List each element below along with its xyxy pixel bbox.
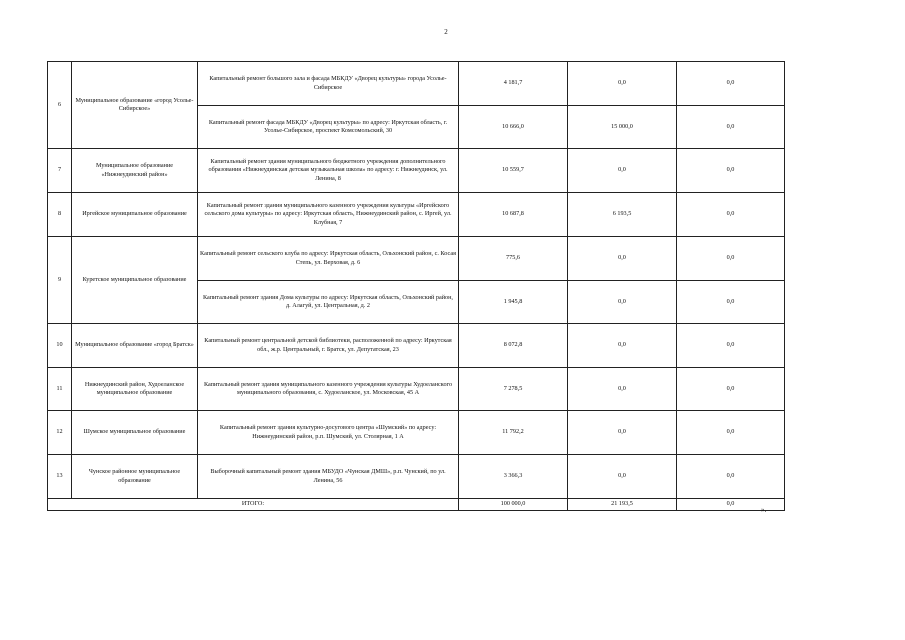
table-row: [48, 368, 785, 411]
municipality-name: Чунское районное муниципальное образование: [72, 455, 198, 499]
amount-col-1: 3 366,3: [459, 455, 568, 499]
amount-col-1: 8 072,8: [459, 324, 568, 368]
amount-col-2: 0,0: [568, 281, 677, 324]
table-row: [48, 62, 785, 106]
project-description: Капитальный ремонт здания Дома культуры по адресу: Иркутская область, Ольхонский район, д. Алагуй, ул. Центральная, д. 2: [198, 281, 459, 324]
page-number: 2: [444, 28, 448, 36]
closing-quote-mark: ».: [761, 506, 767, 514]
amount-col-2: 0,0: [568, 324, 677, 368]
table-row: [48, 324, 785, 368]
amount-col-2: 0,0: [568, 368, 677, 411]
amount-col-3: 0,0: [677, 62, 785, 106]
amount-col-2: 6 193,5: [568, 193, 677, 237]
amount-col-3: 0,0: [677, 106, 785, 149]
project-description: Капитальный ремонт здания муниципального казенного учреждения культуры Худоеланского муниципального образования, с. Худоеланское, ул. Московская, 45 А: [198, 368, 459, 411]
table-row: [48, 455, 785, 499]
amount-col-3: 0,0: [677, 281, 785, 324]
amount-col-3: 0,0: [677, 193, 785, 237]
municipality-name: Муниципальное образование «город Усолье-Сибирское»: [72, 62, 198, 149]
row-number: 9: [48, 237, 72, 324]
row-number: 7: [48, 149, 72, 193]
municipality-name: Иргейское муниципальное образование: [72, 193, 198, 237]
total-amount-3: 0,0: [677, 499, 785, 511]
funding-table: [47, 61, 785, 511]
amount-col-2: 0,0: [568, 411, 677, 455]
amount-col-1: 7 278,5: [459, 368, 568, 411]
row-number: 13: [48, 455, 72, 499]
amount-col-3: 0,0: [677, 368, 785, 411]
project-description: Капитальный ремонт большого зала и фасада МБКДУ «Дворец культуры» города Усолье-Сибирское: [198, 62, 459, 106]
row-number: 11: [48, 368, 72, 411]
total-amount-1: 100 000,0: [459, 499, 568, 511]
municipality-name: Куретское муниципальное образование: [72, 237, 198, 324]
total-label: ИТОГО:: [48, 499, 459, 511]
municipality-name: Нижнеудинский район, Худоеланское муниципальное образование: [72, 368, 198, 411]
municipality-name: Муниципальное образование «Нижнеудинский район»: [72, 149, 198, 193]
row-number: 12: [48, 411, 72, 455]
project-description: Капитальный ремонт здания муниципального бюджетного учреждения дополнительного образования «Нижнеудинская детская музыкальная школа» по адресу: г. Нижнеудинск, ул. Ленина, 8: [198, 149, 459, 193]
amount-col-3: 0,0: [677, 411, 785, 455]
amount-col-2: 0,0: [568, 62, 677, 106]
row-number: 10: [48, 324, 72, 368]
project-description: Капитальный ремонт здания муниципального казенного учреждения культуры «Иргейского сельского дома культуры» по адресу: Иркутская область, Нижнеудинский район, с. Иргей, ул. Клубная, 7: [198, 193, 459, 237]
table-row: [48, 149, 785, 193]
row-number: 8: [48, 193, 72, 237]
amount-col-3: 0,0: [677, 149, 785, 193]
amount-col-1: 4 181,7: [459, 62, 568, 106]
project-description: Выборочный капитальный ремонт здания МБУДО «Чунская ДМШ», р.п. Чунский, по ул. Ленина, 56: [198, 455, 459, 499]
amount-col-3: 0,0: [677, 455, 785, 499]
table-row: [48, 237, 785, 281]
municipality-name: Шумское муниципальное образование: [72, 411, 198, 455]
amount-col-1: 775,6: [459, 237, 568, 281]
amount-col-1: 1 945,8: [459, 281, 568, 324]
amount-col-1: 11 792,2: [459, 411, 568, 455]
row-number: 6: [48, 62, 72, 149]
amount-col-1: 10 666,0: [459, 106, 568, 149]
table-row: [48, 411, 785, 455]
total-amount-2: 21 193,5: [568, 499, 677, 511]
project-description: Капитальный ремонт центральной детской библиотеки, расположенной по адресу: Иркутская обл., ж.р. Центральный, г. Братск, ул. Депутатская, 23: [198, 324, 459, 368]
project-description: Капитальный ремонт сельского клуба по адресу: Иркутская область, Ольхонский район, с. Косая Степь, ул. Верховая, д. 6: [198, 237, 459, 281]
amount-col-2: 0,0: [568, 237, 677, 281]
project-description: Капитальный ремонт фасада МБКДУ «Дворец культуры» по адресу: Иркутская область, г. Усолье-Сибирское, проспект Комсомольский, 30: [198, 106, 459, 149]
table-row: [48, 193, 785, 237]
amount-col-1: 10 559,7: [459, 149, 568, 193]
amount-col-3: 0,0: [677, 324, 785, 368]
amount-col-1: 10 687,8: [459, 193, 568, 237]
amount-col-2: 15 000,0: [568, 106, 677, 149]
amount-col-3: 0,0: [677, 237, 785, 281]
amount-col-2: 0,0: [568, 149, 677, 193]
project-description: Капитальный ремонт здания культурно-досугового центра «Шумский» по адресу: Нижнеудинский район, р.п. Шумский, ул. Столярная, 1 А: [198, 411, 459, 455]
total-row: [48, 499, 785, 511]
amount-col-2: 0,0: [568, 455, 677, 499]
municipality-name: Муниципальное образование «город Братск»: [72, 324, 198, 368]
